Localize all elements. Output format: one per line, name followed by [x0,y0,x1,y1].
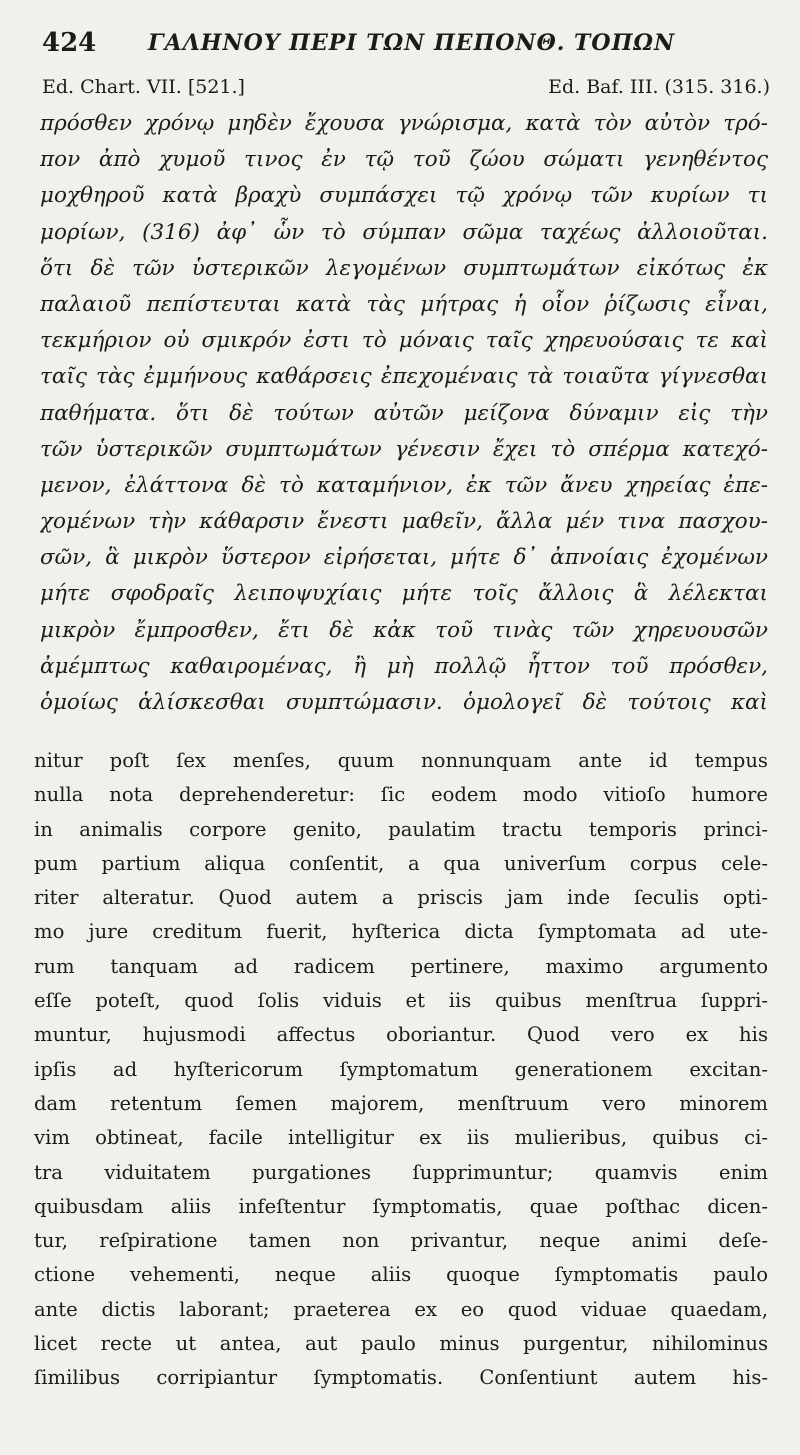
latin-line: eſſe poteſt, quod ſolis viduis et iis quibus menſtrua ſuppri- [34,989,768,1013]
latin-line: ipſis ad hyſtericorum ſymptomatum generationem excitan- [34,1057,768,1081]
edition-reference-line [42,76,770,104]
latin-line: rum tanquam ad radicem pertinere, maximo argumento [34,954,768,978]
greek-line: τῶν ὑστερικῶν συμπτωμάτων γένεσιν ἔχει τὸ σπέρμα κατεχό- [40,436,768,462]
latin-line: licet recte ut antea, aut paulo minus purgentur, nihilominus [34,1332,768,1356]
latin-line: tra viduitatem purgationes ſupprimuntur; quamvis enim [34,1160,768,1184]
greek-line: τεκμήριον οὐ σμικρόν ἐστι τὸ μόναις ταῖς χηρευούσαις τε καὶ [40,328,768,354]
edition-basel-reference: Ed. Baf. III. (315. 316.) [548,76,770,98]
latin-line: ſimilibus corripiantur ſymptomatis. Conſentiunt autem his- [34,1366,768,1390]
greek-line: ὁμοίως ἁλίσκεσθαι συμπτώμασιν. ὁμολογεῖ δὲ τούτοις καὶ [40,690,768,715]
latin-line: in animalis corpore genito, paulatim tractu temporis princi- [34,817,768,841]
latin-line: mo jure creditum fuerit, hyſterica dicta ſymptomata ad ute- [34,920,768,944]
latin-line: nitur poſt ſex menſes, quum nonnunquam ante id tempus [34,749,768,772]
latin-line: tur, reſpiratione tamen non privantur, neque animi deſe- [34,1229,768,1253]
latin-line: ante dictis laborant; praeterea ex eo quod viduae quaedam, [34,1297,768,1321]
greek-line: μικρὸν ἔμπροσθεν, ἔτι δὲ κἀκ τοῦ τινὰς τῶν χηρευουσῶν [40,617,768,643]
greek-line: ἀμέμπτως καθαιρομένας, ἢ μὴ πολλῷ ἧττον τοῦ πρόσθεν, [40,653,768,679]
greek-line: πρόσθεν χρόνῳ μηδὲν ἔχουσα γνώρισμα, κατὰ τὸν αὐτὸν τρό- [40,111,768,136]
latin-line: muntur, hujusmodi affectus oboriantur. Quod vero ex his [34,1023,768,1047]
greek-text-block [40,106,768,721]
latin-line: dam retentum ſemen majorem, menſtruum vero minorem [34,1091,768,1115]
greek-line: μορίων, (316) ἀφ᾽ ὧν τὸ σύμπαν σῶμα ταχέως ἀλλοιοῦται. [40,219,768,245]
greek-line: ταῖς τὰς ἐμμήνους καθάρσεις ἐπεχομέναις τὰ τοιαῦτα γίγνεσθαι [40,364,768,390]
greek-line: παλαιοῦ πεπίστευται κατὰ τὰς μήτρας ἡ οἷον ῥίζωσις εἶναι, [40,291,768,317]
greek-line: μοχθηροῦ κατὰ βραχὺ συμπάσχει τῷ χρόνῳ τῶν κυρίων τι [40,183,768,209]
page-number: 424 [42,28,97,58]
latin-text-block [34,744,768,1396]
page-header [42,28,760,64]
greek-line: πον ἀπὸ χυμοῦ τινος ἐν τῷ τοῦ ζώου σώματι γενηθέντος [40,147,768,173]
edition-chartier-reference: Ed. Chart. VII. [521.] [42,76,245,98]
latin-line: vim obtineat, facile intelligitur ex iis mulieribus, quibus ci- [34,1126,768,1150]
latin-line: riter alteratur. Quod autem a priscis jam inde ſeculis opti- [34,886,768,910]
greek-line: μήτε σφοδραῖς λειποψυχίαις μήτε τοῖς ἄλλοις ἃ λέλεκται [40,581,768,607]
latin-line: quibusdam aliis infeſtentur ſymptomatis, quae poſthac dicen- [34,1194,768,1218]
greek-line: χομένων τὴν κάθαρσιν ἔνεστι μαθεῖν, ἄλλα μέν τινα πασχου- [40,509,768,535]
running-title: ΓΑΛΗΝΟΥ ΠΕΡΙ ΤΩΝ ΠΕΠΟΝΘ. ΤΟΠΩΝ [148,30,676,56]
latin-line: ctione vehementi, neque aliis quoque ſymptomatis paulo [34,1263,768,1287]
greek-line: σῶν, ἃ μικρὸν ὕστερον εἰρήσεται, μήτε δ᾽ ἀπνοίαις ἐχομένων [40,545,768,571]
latin-line: pum partium aliqua conſentit, a qua univerſum corpus cele- [34,851,768,875]
greek-line: ὅτι δὲ τῶν ὑστερικῶν λεγομένων συμπτωμάτων εἰκότως ἐκ [40,255,768,281]
latin-line: nulla nota deprehenderetur: ſic eodem modo vitioſo humore [34,783,768,807]
greek-line: παθήματα. ὅτι δὲ τούτων αὐτῶν μείζονα δύναμιν εἰς τὴν [40,400,768,426]
greek-line: μενον, ἐλάττονα δὲ τὸ καταμήνιον, ἐκ τῶν ἄνευ χηρείας ἐπε- [40,472,768,498]
